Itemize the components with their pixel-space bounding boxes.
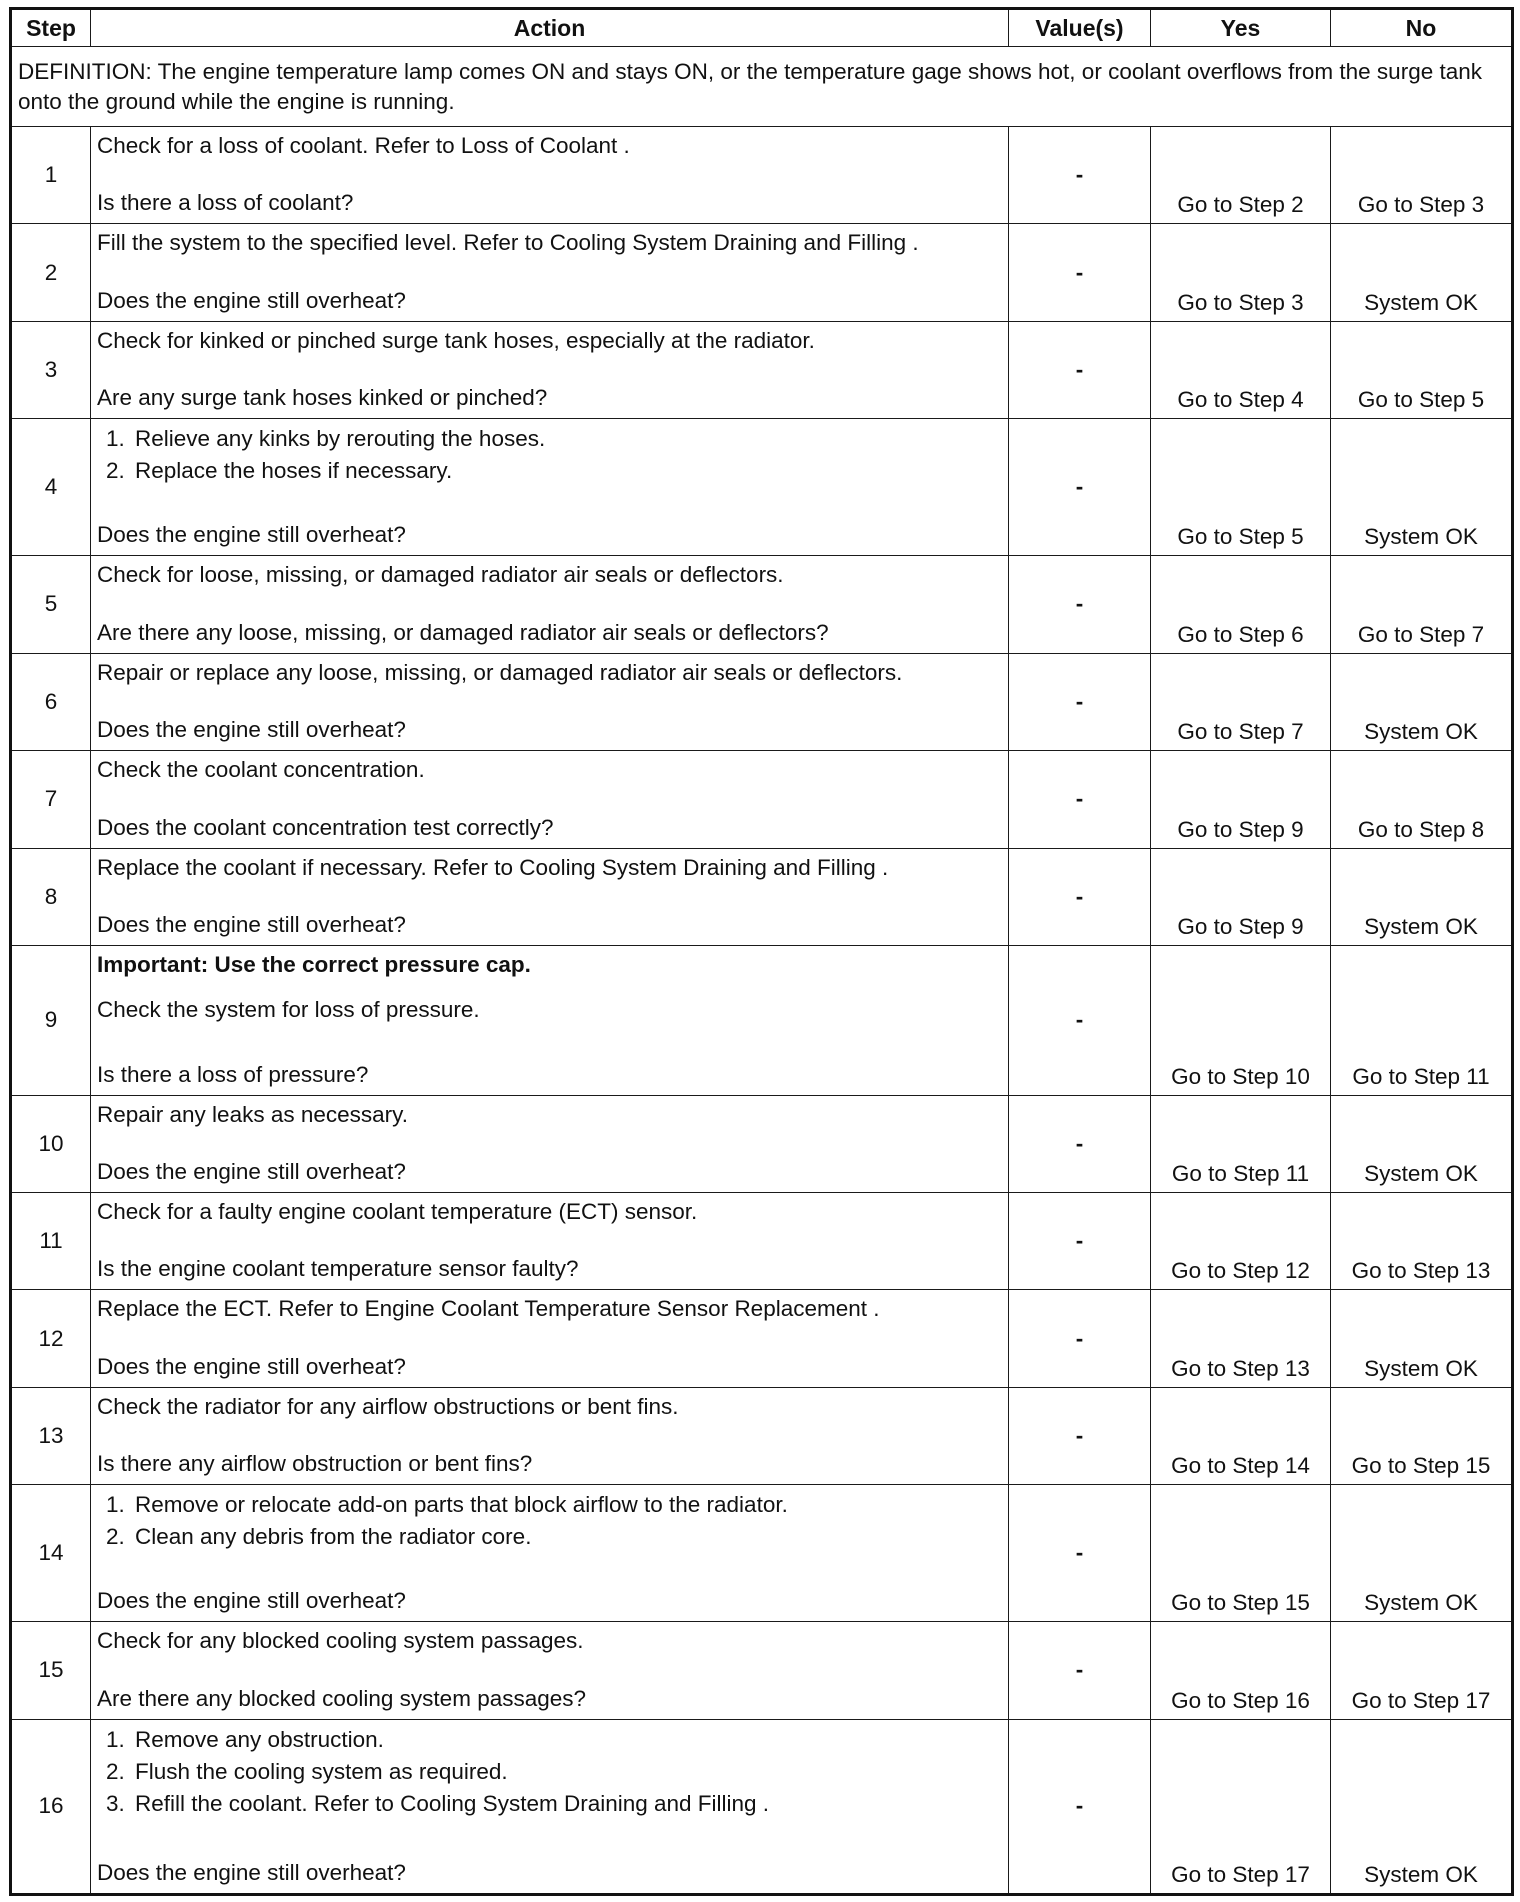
table-row — [11, 751, 1513, 848]
action-instructions — [97, 1724, 1002, 1820]
action-cell — [91, 848, 1009, 945]
step-number: 7 — [11, 751, 91, 848]
action-question: Are there any loose, missing, or damaged radiator air seals or deflectors? — [97, 619, 829, 645]
value-cell: - — [1009, 1095, 1151, 1192]
action-instructions — [97, 853, 1002, 883]
yes-outcome: Go to Step 7 — [1151, 653, 1331, 750]
important-note — [97, 950, 1002, 980]
yes-outcome: Go to Step 9 — [1151, 848, 1331, 945]
header-values: Value(s) — [1009, 9, 1151, 47]
value-cell: - — [1009, 848, 1151, 945]
table-row — [11, 945, 1513, 1095]
yes-outcome: Go to Step 9 — [1151, 751, 1331, 848]
no-outcome: System OK — [1331, 1290, 1513, 1387]
action-question: Is there a loss of pressure? — [97, 1061, 369, 1087]
important-label: Important: Use the correct pressure cap — [97, 951, 525, 977]
action-content — [97, 1489, 1002, 1616]
table-row — [11, 1193, 1513, 1290]
table-row — [11, 556, 1513, 653]
action-content — [97, 326, 1002, 413]
action-instructions — [97, 755, 1002, 785]
action-cell — [91, 224, 1009, 321]
action-text: Check for a faulty engine coolant temperature (ECT) sensor. — [97, 1199, 698, 1225]
definition-row — [11, 47, 1513, 127]
table-row — [11, 419, 1513, 556]
action-content — [97, 1392, 1002, 1479]
action-content — [97, 853, 1002, 940]
diagnostic-table — [9, 7, 1514, 1896]
action-steps-list — [97, 1724, 1002, 1820]
no-outcome: Go to Step 5 — [1331, 321, 1513, 418]
action-instructions — [97, 1489, 1002, 1553]
table-row — [11, 224, 1513, 321]
table-row — [11, 1719, 1513, 1894]
header-no: No — [1331, 9, 1513, 47]
action-text: Replace the coolant if necessary. Refer to Cooling System Draining and Filling . — [97, 854, 889, 880]
action-text: Check for loose, missing, or damaged radiator air seals or deflectors. — [97, 562, 784, 588]
table-row — [11, 1485, 1513, 1622]
no-outcome: System OK — [1331, 848, 1513, 945]
action-cell — [91, 1719, 1009, 1894]
action-text: Repair any leaks as necessary. — [97, 1101, 408, 1127]
yes-outcome: Go to Step 3 — [1151, 224, 1331, 321]
yes-outcome: Go to Step 11 — [1151, 1095, 1331, 1192]
action-steps-list — [97, 423, 1002, 487]
yes-outcome: Go to Step 16 — [1151, 1622, 1331, 1719]
action-question: Does the engine still overheat? — [97, 1353, 406, 1379]
action-cell — [91, 1622, 1009, 1719]
step-number: 8 — [11, 848, 91, 945]
action-text: Check for kinked or pinched surge tank hoses, especially at the radiator. — [97, 327, 815, 353]
action-question: Does the engine still overheat? — [97, 1860, 406, 1885]
action-instructions — [97, 423, 1002, 487]
yes-outcome: Go to Step 12 — [1151, 1193, 1331, 1290]
action-text: Check the system for loss of pressure. — [97, 996, 480, 1022]
action-step-item: 1. Remove any obstruction. — [131, 1724, 1002, 1756]
yes-outcome: Go to Step 5 — [1151, 419, 1331, 556]
action-text: Check for a loss of coolant. Refer to Loss of Coolant . — [97, 133, 630, 159]
action-content — [97, 1197, 1002, 1284]
yes-outcome: Go to Step 2 — [1151, 127, 1331, 224]
no-outcome: Go to Step 7 — [1331, 556, 1513, 653]
action-question: Does the engine still overheat? — [97, 1159, 406, 1185]
action-text: Fill the system to the specified level. Refer to Cooling System Draining and Filling . — [97, 230, 919, 256]
step-number: 16 — [11, 1719, 91, 1894]
action-text: Repair or replace any loose, missing, or damaged radiator air seals or deflectors. — [97, 659, 903, 685]
no-outcome: Go to Step 15 — [1331, 1387, 1513, 1484]
step-number: 15 — [11, 1622, 91, 1719]
no-outcome: Go to Step 8 — [1331, 751, 1513, 848]
yes-outcome: Go to Step 17 — [1151, 1719, 1331, 1894]
value-cell: - — [1009, 224, 1151, 321]
yes-outcome: Go to Step 13 — [1151, 1290, 1331, 1387]
action-instructions — [97, 1294, 1002, 1324]
no-outcome: System OK — [1331, 1485, 1513, 1622]
header-row — [11, 9, 1513, 47]
table-row — [11, 1387, 1513, 1484]
action-content — [97, 560, 1002, 647]
value-cell: - — [1009, 945, 1151, 1095]
action-instructions — [97, 950, 1002, 1025]
action-content — [97, 755, 1002, 842]
table-row — [11, 127, 1513, 224]
no-outcome: System OK — [1331, 653, 1513, 750]
table-row — [11, 653, 1513, 750]
no-outcome: Go to Step 11 — [1331, 945, 1513, 1095]
action-instructions — [97, 131, 1002, 161]
header-action: Action — [91, 9, 1009, 47]
value-cell: - — [1009, 1290, 1151, 1387]
action-question: Is the engine coolant temperature sensor faulty? — [97, 1256, 579, 1282]
action-content — [97, 1100, 1002, 1187]
table-row — [11, 1095, 1513, 1192]
step-number: 11 — [11, 1193, 91, 1290]
step-number: 2 — [11, 224, 91, 321]
action-text: Replace the ECT. Refer to Engine Coolant Temperature Sensor Replacement . — [97, 1296, 880, 1322]
step-number: 13 — [11, 1387, 91, 1484]
value-cell: - — [1009, 1387, 1151, 1484]
no-outcome: Go to Step 13 — [1331, 1193, 1513, 1290]
value-cell: - — [1009, 653, 1151, 750]
value-cell: - — [1009, 127, 1151, 224]
step-number: 6 — [11, 653, 91, 750]
action-step-item: 3. Refill the coolant. Refer to Cooling System Draining and Filling . — [131, 1788, 1002, 1820]
action-cell — [91, 1485, 1009, 1622]
table-row — [11, 848, 1513, 945]
action-step-item: 2. Flush the cooling system as required. — [131, 1756, 1002, 1788]
action-question: Does the engine still overheat? — [97, 717, 406, 743]
yes-outcome: Go to Step 14 — [1151, 1387, 1331, 1484]
action-question: Does the coolant concentration test correctly? — [97, 814, 554, 840]
action-content — [97, 1724, 1002, 1888]
action-instructions — [97, 1100, 1002, 1130]
value-cell: - — [1009, 751, 1151, 848]
action-question: Is there any airflow obstruction or bent fins? — [97, 1451, 533, 1477]
action-instructions — [97, 1197, 1002, 1227]
action-cell — [91, 653, 1009, 750]
step-number: 14 — [11, 1485, 91, 1622]
yes-outcome: Go to Step 10 — [1151, 945, 1331, 1095]
action-cell — [91, 1387, 1009, 1484]
action-content — [97, 950, 1002, 1090]
table-body — [11, 47, 1513, 1895]
important-period: . — [524, 951, 531, 977]
action-content — [97, 228, 1002, 315]
yes-outcome: Go to Step 4 — [1151, 321, 1331, 418]
action-question: Does the engine still overheat? — [97, 522, 406, 548]
action-step-item: 1. Relieve any kinks by rerouting the hoses. — [131, 423, 1002, 455]
no-outcome: System OK — [1331, 419, 1513, 556]
value-cell: - — [1009, 321, 1151, 418]
step-number: 9 — [11, 945, 91, 1095]
step-number: 3 — [11, 321, 91, 418]
action-question: Does the engine still overheat? — [97, 1588, 406, 1614]
action-text: Check the coolant concentration. — [97, 757, 425, 783]
yes-outcome: Go to Step 15 — [1151, 1485, 1331, 1622]
step-number: 4 — [11, 419, 91, 556]
action-content — [97, 131, 1002, 218]
value-cell: - — [1009, 1622, 1151, 1719]
action-cell — [91, 556, 1009, 653]
diagnostic-sheet — [9, 7, 1511, 1896]
action-question: Are there any blocked cooling system passages? — [97, 1685, 587, 1711]
action-instructions — [97, 560, 1002, 590]
action-question: Does the engine still overheat? — [97, 911, 406, 937]
step-number: 5 — [11, 556, 91, 653]
action-instructions — [97, 658, 1002, 688]
step-number: 1 — [11, 127, 91, 224]
action-cell — [91, 1095, 1009, 1192]
header-yes: Yes — [1151, 9, 1331, 47]
action-question: Is there a loss of coolant? — [97, 190, 354, 216]
action-text: Check the radiator for any airflow obstructions or bent fins. — [97, 1393, 679, 1419]
step-number: 12 — [11, 1290, 91, 1387]
action-text: Check for any blocked cooling system passages. — [97, 1628, 584, 1654]
action-cell — [91, 419, 1009, 556]
value-cell: - — [1009, 1485, 1151, 1622]
action-instructions — [97, 326, 1002, 356]
action-question: Are any surge tank hoses kinked or pinched? — [97, 385, 548, 411]
step-number: 10 — [11, 1095, 91, 1192]
action-step-item: 1. Remove or relocate add-on parts that block airflow to the radiator. — [131, 1489, 1002, 1521]
action-content — [97, 1626, 1002, 1713]
definition-text: DEFINITION: The engine temperature lamp comes ON and stays ON, or the temperature gage shows hot, or coolant overflows from the surge tank onto the ground while the engine is running. — [11, 47, 1513, 127]
value-cell: - — [1009, 419, 1151, 556]
action-content — [97, 658, 1002, 745]
no-outcome: System OK — [1331, 1095, 1513, 1192]
action-cell — [91, 751, 1009, 848]
action-step-item: 2. Replace the hoses if necessary. — [131, 455, 1002, 487]
value-cell: - — [1009, 1193, 1151, 1290]
value-cell: - — [1009, 556, 1151, 653]
action-instructions — [97, 1392, 1002, 1422]
action-steps-list — [97, 1489, 1002, 1553]
yes-outcome: Go to Step 6 — [1151, 556, 1331, 653]
action-content — [97, 423, 1002, 550]
no-outcome: System OK — [1331, 224, 1513, 321]
action-cell — [91, 127, 1009, 224]
no-outcome: Go to Step 17 — [1331, 1622, 1513, 1719]
table-row — [11, 1290, 1513, 1387]
action-instructions — [97, 1626, 1002, 1656]
action-content — [97, 1294, 1002, 1381]
action-question: Does the engine still overheat? — [97, 287, 406, 313]
header-step: Step — [11, 9, 91, 47]
no-outcome: System OK — [1331, 1719, 1513, 1894]
table-row — [11, 1622, 1513, 1719]
action-instructions — [97, 228, 1002, 258]
table-row — [11, 321, 1513, 418]
action-step-item: 2. Clean any debris from the radiator core. — [131, 1521, 1002, 1553]
value-cell: - — [1009, 1719, 1151, 1894]
action-cell — [91, 1290, 1009, 1387]
no-outcome: Go to Step 3 — [1331, 127, 1513, 224]
action-cell — [91, 945, 1009, 1095]
action-cell — [91, 321, 1009, 418]
action-cell — [91, 1193, 1009, 1290]
